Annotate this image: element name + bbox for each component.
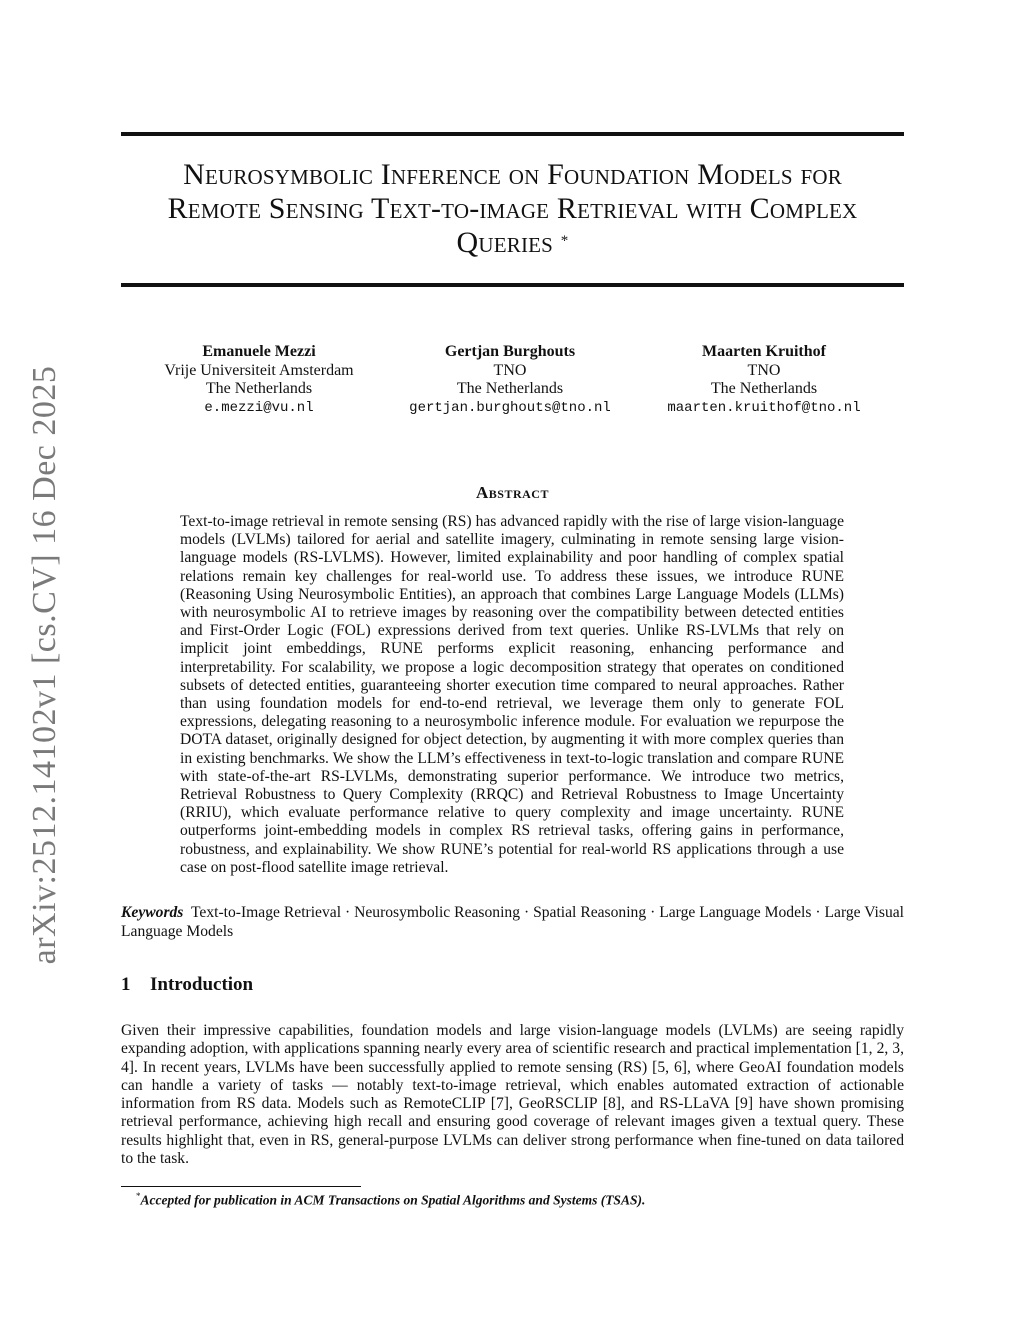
title-line-3-text: Queries — [456, 226, 554, 259]
title-footnote-mark: * — [560, 233, 569, 249]
arxiv-identifier-stamp: arXiv:2512.14102v1 [cs.CV] 16 Dec 2025 — [26, 365, 63, 965]
section-heading — [121, 974, 253, 996]
author-block-1 — [119, 343, 399, 417]
author-block-3 — [624, 343, 904, 417]
author-name: Emanuele Mezzi — [202, 343, 316, 360]
footnote-mark: * — [136, 1191, 141, 1201]
footnote-rule — [121, 1186, 361, 1187]
author-country: The Netherlands — [456, 380, 564, 397]
footnote-text: Accepted for publication in ACM Transactions on Spatial Algorithms and Systems (TSAS). — [140, 1192, 646, 1208]
author-affiliation: TNO — [747, 361, 781, 379]
title-line-2: Remote Sensing Text-to-image Retrieval with Complex — [167, 192, 858, 225]
author-email[interactable]: e.mezzi@vu.nl — [204, 399, 314, 416]
author-name: Gertjan Burghouts — [444, 343, 576, 360]
section-text: Given their impressive capabilities, foundation models and large vision-language models (LVLMs) are seeing rapidly expanding adoption, with applications spanning nearly every area of scientific research and practical implementation [1, 2, 3, 4]. In recent years, LVLMs have been successfully applied to remote sensing (RS) [5, 6], where GeoAI foundation models can handle a variety of tasks — notably text-to-image retrieval, which enables automated extraction of actionable information from RS data. Models such as RemoteCLIP [7], GeoRSCLIP [8], and RS-LLaVA [9] have shown promising retrieval performance, achieving high recall and ensuring good coverage of relevant images given a textual query. These results highlight that, even in RS, general-purpose LVLMs can deliver strong performance when fine-tuned on data tailored to the task. — [121, 1022, 904, 1168]
author-email[interactable]: gertjan.burghouts@tno.nl — [409, 399, 611, 416]
author-name: Maarten Kruithof — [702, 343, 826, 360]
section-title: Introduction — [150, 974, 254, 995]
author-country: The Netherlands — [710, 380, 818, 397]
footnote — [136, 1191, 645, 1209]
keywords-label: Keywords — [121, 904, 184, 921]
section-number: 1 — [121, 974, 131, 995]
title-line-1: Neurosymbolic Inference on Foundation Models for — [183, 158, 842, 191]
title-line-3 — [121, 226, 904, 260]
author-email[interactable]: maarten.kruithof@tno.nl — [667, 399, 861, 416]
author-country: The Netherlands — [205, 380, 313, 397]
title-top-rule — [121, 132, 904, 136]
keywords — [121, 904, 904, 941]
keywords-text: Text-to-Image Retrieval · Neurosymbolic Reasoning · Spatial Reasoning · Large Language Models · Large Visual Language Models — [121, 904, 904, 940]
author-affiliation: Vrije Universiteit Amsterdam — [164, 361, 354, 379]
paper-title — [121, 158, 904, 260]
title-bottom-rule — [121, 283, 904, 287]
abstract-heading: Abstract — [476, 483, 549, 502]
author-block-2 — [370, 343, 650, 417]
abstract-text: Text-to-image retrieval in remote sensing (RS) has advanced rapidly with the rise of large vision-language models (LVLMs) tailored for aerial and satellite imagery, culminating in remote sensing large vision-language models (RS-LVLMS). However, limited explainability and poor handling of complex spatial relations remain key challenges for real-world use. To address these issues, we introduce RUNE (Reasoning Using Neurosymbolic Entities), an approach that combines Large Language Models (LLMs) with neurosymbolic AI to retrieve images by reasoning over the compatibility between detected entities and First-Order Logic (FOL) expressions derived from text queries. Unlike RS-LVLMs that rely on implicit joint embeddings, RUNE performs explicit reasoning, enhancing performance and interpretability. For scalability, we propose a logic decomposition strategy that operates on conditioned subsets of detected entities, guaranteeing shorter execution time compared to neural approaches. Rather than using foundation models for end-to-end retrieval, we leverage them only to generate FOL expressions, delegating reasoning to a neurosymbolic inference module. For evaluation we repurpose the DOTA dataset, originally designed for object detection, by augmenting it with more complex queries than in existing benchmarks. We show the LLM’s effectiveness in text-to-logic translation and compare RUNE with state-of-the-art RS-LVLMs, demonstrating superior performance. We introduce two metrics, Retrieval Robustness to Query Complexity (RRQC) and Retrieval Robustness to Image Uncertainty (RRIU), which evaluate performance relative to query complexity and image uncertainty. RUNE outperforms joint-embedding models in complex RS retrieval tasks, offering gains in performance, robustness, and explainability. We show RUNE’s potential for real-world RS applications through a use case on post-flood satellite image retrieval. — [180, 513, 844, 876]
author-affiliation: TNO — [493, 361, 527, 379]
